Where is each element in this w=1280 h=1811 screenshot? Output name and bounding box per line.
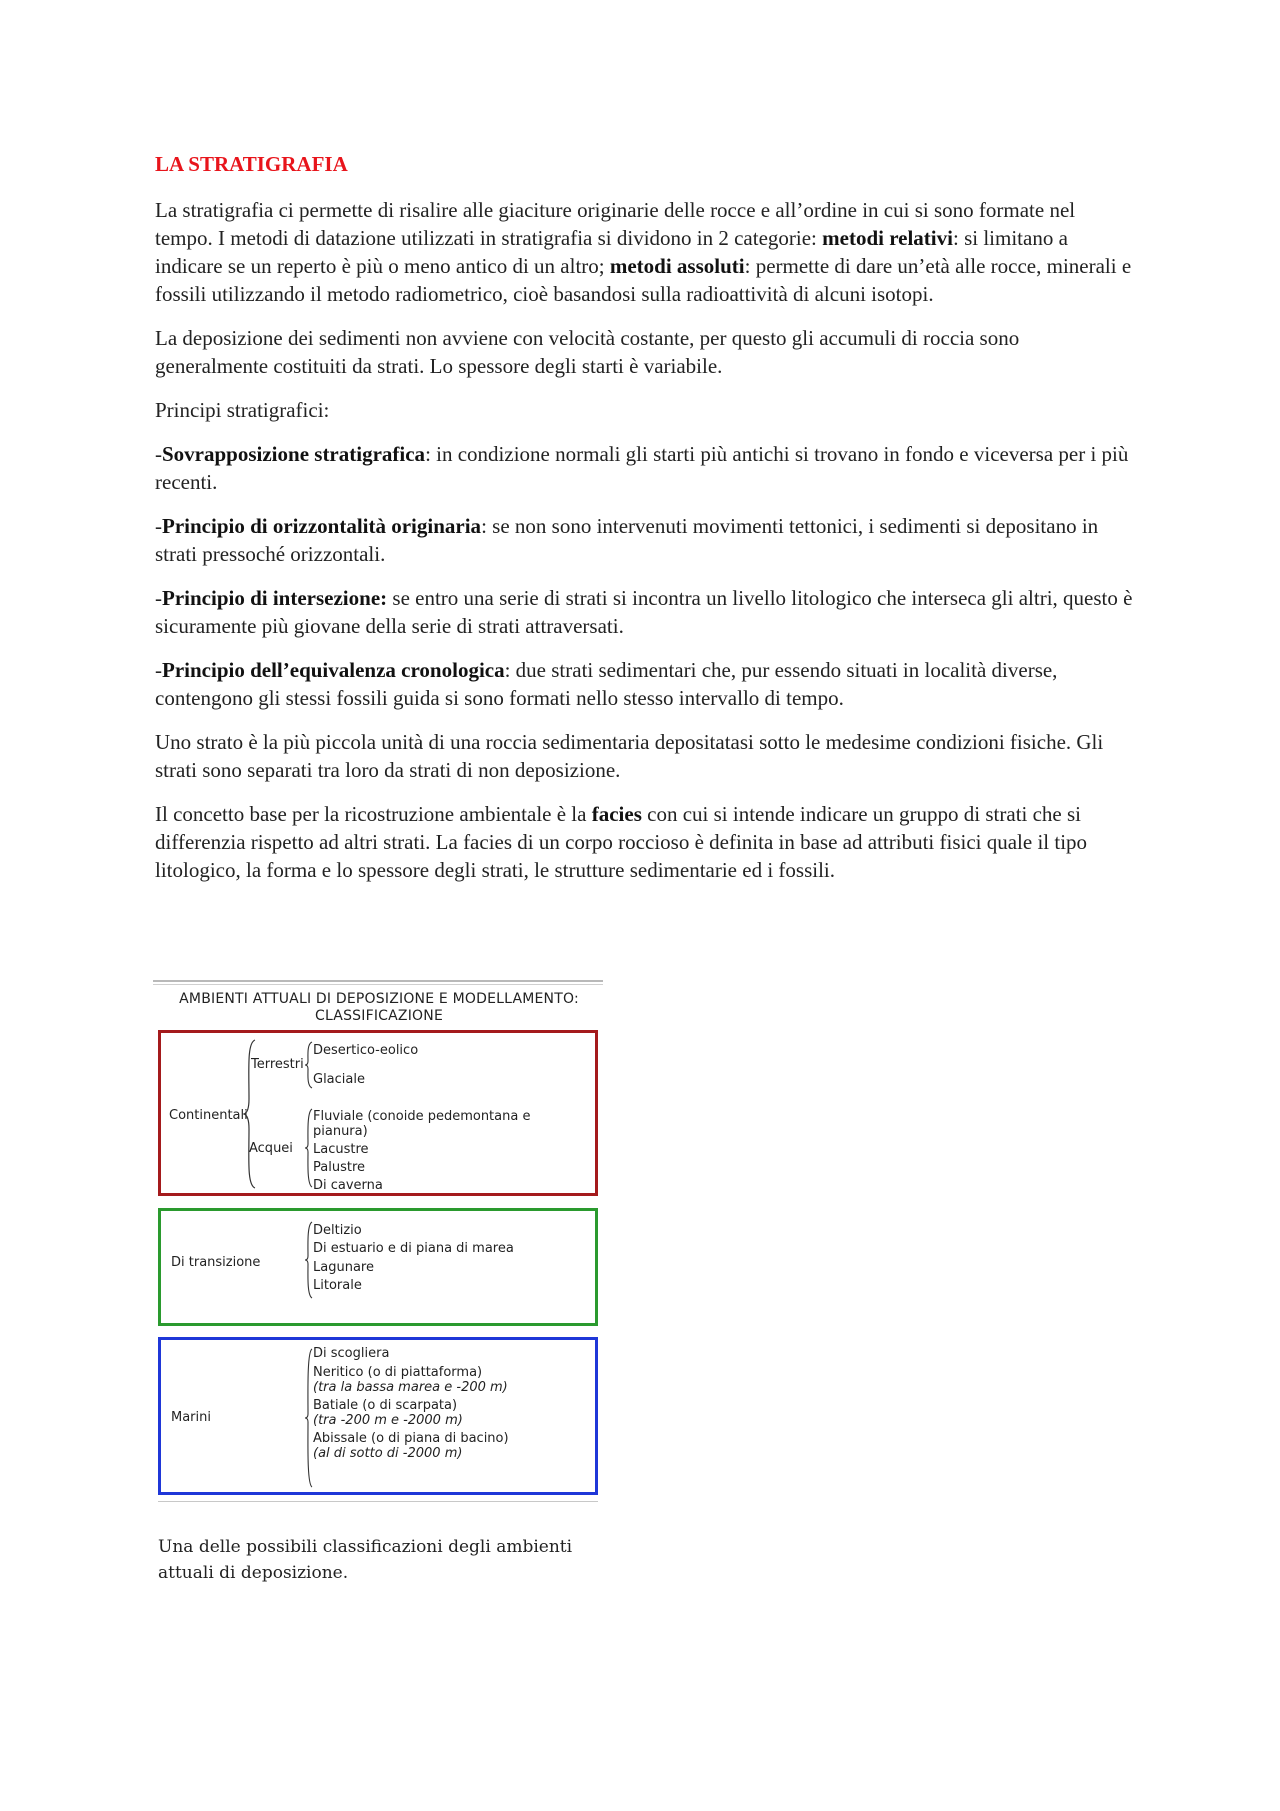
figure-top-rule-thin xyxy=(153,984,603,985)
paragraph-8 xyxy=(155,800,1135,884)
text-run: : si limitano a indicare se un reperto è più o meno antico di un altro; xyxy=(155,226,1068,278)
marine-item-6: (al di sotto di -2000 m) xyxy=(313,1446,463,1461)
bold-term: facies xyxy=(591,802,642,826)
bold-term: Sovrapposizione stratigrafica xyxy=(162,442,426,466)
figure-title-line2: CLASSIFICAZIONE xyxy=(315,1008,443,1024)
aquatic-item-2: Lacustre xyxy=(313,1142,369,1157)
figure-caption: Una delle possibili classificazioni degli ambienti attuali di deposizione. xyxy=(158,1537,573,1583)
transition-item-2: Lagunare xyxy=(313,1260,374,1275)
terrestrial-label: Terrestri xyxy=(251,1057,304,1072)
figure-top-rule xyxy=(153,980,603,982)
marine-item-5: Abissale (o di piana di bacino) xyxy=(313,1431,509,1446)
figure-bottom-rule xyxy=(158,1501,598,1502)
paragraph-1 xyxy=(155,324,1135,380)
transition-label: Di transizione xyxy=(171,1255,261,1270)
aquatic-item-1: pianura) xyxy=(313,1124,368,1139)
paragraph-4 xyxy=(155,512,1135,568)
text-run: La stratigrafia ci permette di risalire alle giaciture originarie delle rocce e all’ordine in cui si sono formate nel tempo. I metodi di datazione utilizzati in stratigrafia si dividono in 2 categorie: xyxy=(155,198,1076,250)
bold-term: Principio di intersezione: xyxy=(162,586,388,610)
text-run: - xyxy=(155,586,162,610)
marine-item-2: (tra la bassa marea e -200 m) xyxy=(313,1380,508,1395)
aquatic-item-3: Palustre xyxy=(313,1160,365,1175)
transition-box xyxy=(158,1208,598,1326)
terrestrial-item-1: Glaciale xyxy=(313,1072,365,1087)
paragraph-0 xyxy=(155,196,1135,308)
classification-figure xyxy=(153,980,609,1600)
transition-item-0: Deltizio xyxy=(313,1223,362,1238)
aquatic-label: Acquei xyxy=(249,1141,293,1156)
paragraph-5 xyxy=(155,584,1135,640)
continental-box xyxy=(158,1030,598,1196)
bold-term: metodi relativi xyxy=(822,226,953,250)
text-run: con cui si intende indicare un gruppo di strati che si differenzia rispetto ad altri strati. La facies di un corpo roccioso è definita in base ad attributi fisici quale il tipo litologico, la forma e lo spessore degli strati, le strutture sedimentarie ed i fossili. xyxy=(155,802,1088,882)
marine-box xyxy=(158,1337,598,1495)
aquatic-item-4: Di caverna xyxy=(313,1178,383,1193)
figure-title-line1: AMBIENTI ATTUALI DI DEPOSIZIONE E MODELLAMENTO: xyxy=(179,991,579,1007)
bold-term: Principio di orizzontalità originaria xyxy=(162,514,482,538)
text-run: La deposizione dei sedimenti non avviene con velocità costante, per questo gli accumuli di roccia sono generalmente costituiti da strati. Lo spessore degli starti è variabile. xyxy=(155,326,1020,378)
document-title: LA STRATIGRAFIA xyxy=(155,152,348,176)
text-run: Uno strato è la più piccola unità di una roccia sedimentaria depositatasi sotto le medesime condizioni fisiche. Gli strati sono separati tra loro da strati di non deposizione. xyxy=(155,730,1104,782)
aquatic-item-0: Fluviale (conoide pedemontana e xyxy=(313,1109,531,1124)
bold-term: metodi assoluti xyxy=(609,254,745,278)
text-run: - xyxy=(155,442,162,466)
text-run: : permette di dare un’età alle rocce, minerali e fossili utilizzando il metodo radiometrico, cioè basandosi sulla radioattività di alcuni isotopi. xyxy=(155,254,1132,306)
transition-item-1: Di estuario e di piana di marea xyxy=(313,1241,514,1256)
marine-item-0: Di scogliera xyxy=(313,1346,390,1361)
continental-label: Continentali xyxy=(169,1108,248,1123)
text-run: : due strati sedimentari che, pur essendo situati in località diverse, contengono gli stessi fossili guida si sono formati nello stesso intervallo di tempo. xyxy=(155,658,1058,710)
transition-item-3: Litorale xyxy=(313,1278,362,1293)
marine-item-4: (tra -200 m e -2000 m) xyxy=(313,1413,463,1428)
bold-term: Principio dell’equivalenza cronologica xyxy=(162,658,505,682)
paragraph-3 xyxy=(155,440,1135,496)
paragraph-list xyxy=(155,196,1135,884)
paragraph-6 xyxy=(155,656,1135,712)
text-run: : in condizione normali gli starti più antichi si trovano in fondo e viceversa per i più recenti. xyxy=(155,442,1129,494)
paragraph-2 xyxy=(155,396,1135,424)
text-run: - xyxy=(155,658,162,682)
marine-label: Marini xyxy=(171,1410,211,1425)
text-run: : se non sono intervenuti movimenti tettonici, i sedimenti si depositano in strati pressoché orizzontali. xyxy=(155,514,1099,566)
marine-item-1: Neritico (o di piattaforma) xyxy=(313,1365,483,1380)
text-run: Il concetto base per la ricostruzione ambientale è la xyxy=(155,802,592,826)
document-body xyxy=(155,150,1135,900)
marine-item-3: Batiale (o di scarpata) xyxy=(313,1398,458,1413)
text-run: Principi stratigrafici: xyxy=(155,398,330,422)
text-run: se entro una serie di strati si incontra un livello litologico che interseca gli altri, questo è sicuramente più giovane della serie di strati attraversati. xyxy=(155,586,1133,638)
text-run: - xyxy=(155,514,162,538)
paragraph-7 xyxy=(155,728,1135,784)
terrestrial-item-0: Desertico-eolico xyxy=(313,1043,419,1058)
